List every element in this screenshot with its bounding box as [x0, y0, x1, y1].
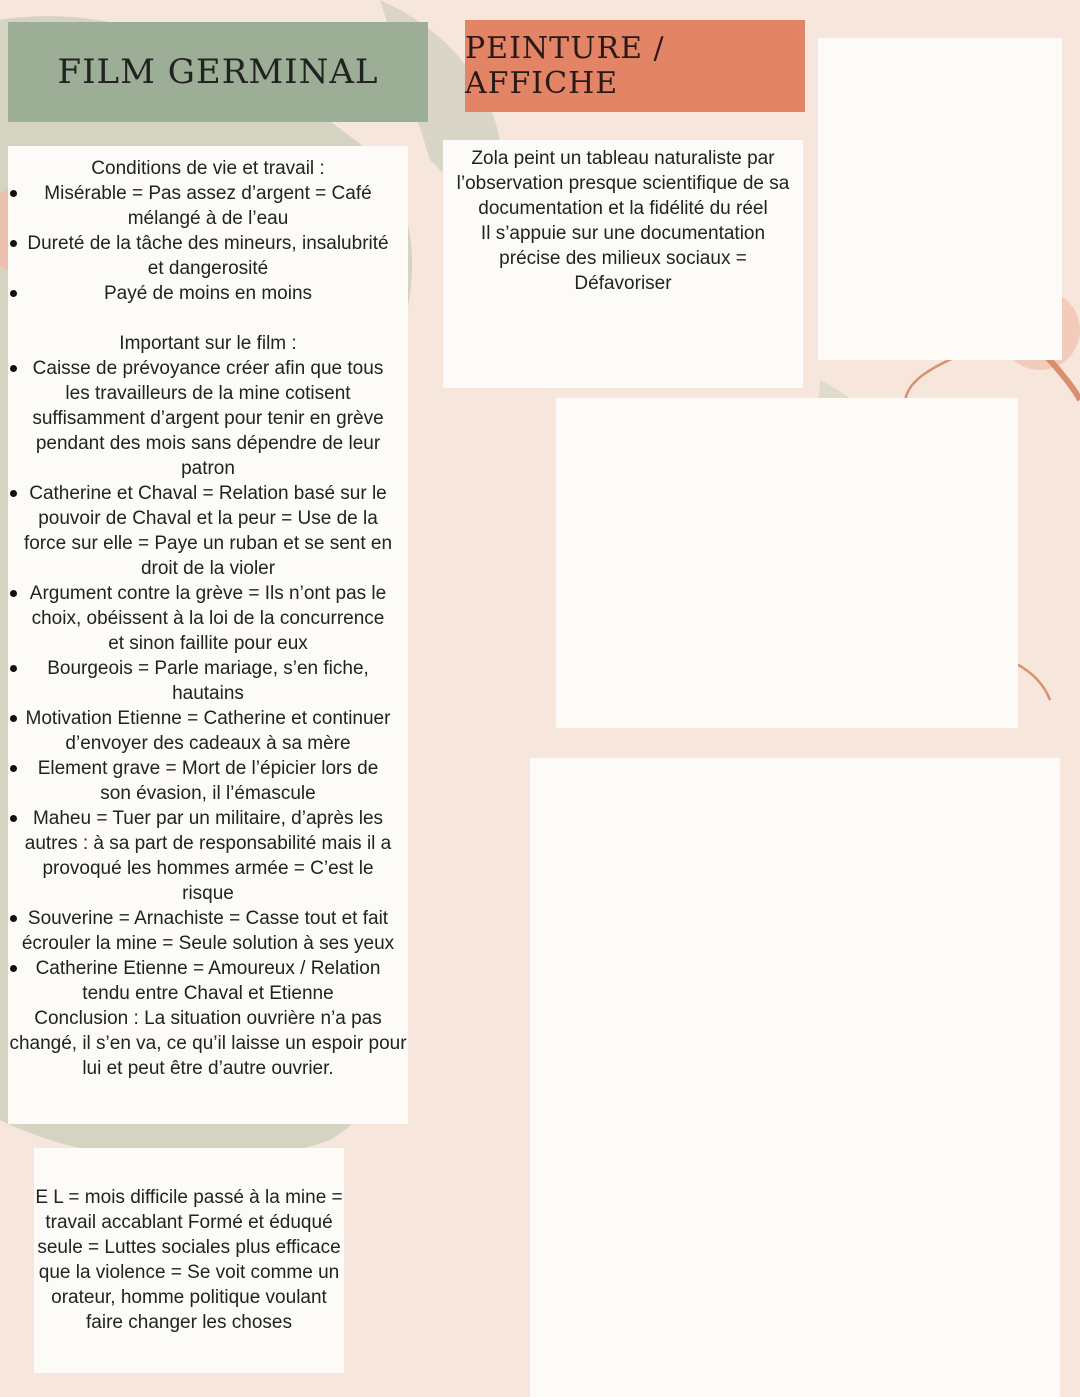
conditions-item: et dangerosité — [147, 258, 269, 279]
important-item: Catherine Etienne = Amoureux / Relation — [8, 956, 408, 981]
important-item: écrouler la mine = Seule solution à ses yeux — [21, 933, 395, 954]
rancune-card — [818, 38, 1062, 360]
etienne-text: E L = mois difficile passé à la mine = — [35, 1187, 343, 1208]
important-item: d’envoyer des cadeaux à sa mère — [65, 733, 351, 754]
film-conclusion: changé, il s’en va, ce qu’il laisse un espoir pour — [9, 1033, 407, 1054]
ecriture-card — [530, 758, 1060, 1397]
zola-text: documentation et la fidélité du réel — [478, 198, 768, 219]
important-item: les travailleurs de la mine cotisent — [65, 383, 351, 404]
important-item: provoqué les hommes armée = C’est le — [42, 858, 374, 879]
important-item: Bourgeois = Parle mariage, s’en fiche, — [8, 656, 408, 681]
important-item: autres : à sa part de responsabilité mais il a — [24, 833, 392, 854]
important-item: Caisse de prévoyance créer afin que tous — [8, 356, 408, 381]
etienne-text: faire changer les choses — [86, 1312, 292, 1333]
zola-text: l’observation presque scientifique de sa — [456, 173, 790, 194]
conditions-item: Dureté de la tâche des mineurs, insalubrité — [8, 231, 408, 256]
important-item: Argument contre la grève = Ils n’ont pas le — [8, 581, 408, 606]
important-item: Catherine et Chaval = Relation basé sur le — [8, 481, 408, 506]
important-item: droit de la violer — [140, 558, 276, 579]
affiche-title: PEINTURE / AFFICHE — [465, 31, 665, 101]
zola-card — [443, 140, 803, 388]
important-item: force sur elle = Paye un ruban et se sent en — [23, 533, 393, 554]
important-heading: Important sur le film : — [119, 333, 297, 354]
film-title-banner — [8, 22, 428, 122]
peinture-card — [556, 398, 1018, 728]
important-item: choix, obéissent à la loi de la concurrence — [31, 608, 385, 629]
important-item: pendant des mois sans dépendre de leur — [35, 433, 381, 454]
important-item: patron — [181, 458, 235, 479]
important-item: Motivation Etienne = Catherine et continuer — [8, 706, 408, 731]
film-title: FILM GERMINAL — [57, 52, 379, 92]
conditions-item: Payé de moins en moins — [8, 281, 408, 306]
important-item: hautains — [172, 683, 244, 704]
conditions-item: mélangé à de l’eau — [127, 208, 289, 229]
affiche-title-banner — [465, 20, 805, 112]
important-item: suffisamment d’argent pour tenir en grève — [32, 408, 384, 429]
etienne-text: travail accablant Formé et éduqué — [45, 1212, 333, 1233]
film-conclusion: lui et peut être d’autre ouvrier. — [82, 1058, 334, 1079]
zola-text: précise des milieux sociaux = — [499, 248, 747, 269]
zola-text: Zola peint un tableau naturaliste par — [471, 148, 775, 169]
zola-text: Défavoriser — [574, 273, 672, 294]
conditions-heading: Conditions de vie et travail : — [91, 158, 325, 179]
important-item: son évasion, il l’émascule — [100, 783, 316, 804]
important-item: et sinon faillite pour eux — [108, 633, 308, 654]
important-item: Maheu = Tuer par un militaire, d’après les — [8, 806, 408, 831]
etienne-text: seule = Luttes sociales plus efficace — [37, 1237, 341, 1258]
film-conclusion: Conclusion : La situation ouvrière n’a pas — [34, 1008, 382, 1029]
film-notes-card — [8, 146, 408, 1124]
important-item: Element grave = Mort de l’épicier lors de — [8, 756, 408, 781]
conditions-item: Misérable = Pas assez d’argent = Café — [8, 181, 408, 206]
etienne-text: orateur, homme politique voulant — [51, 1287, 327, 1308]
etienne-card — [34, 1148, 344, 1373]
important-item: pouvoir de Chaval et la peur = Use de la — [38, 508, 378, 529]
important-item: Souverine = Arnachiste = Casse tout et fait — [8, 906, 408, 931]
etienne-text: que la violence = Se voit comme un — [38, 1262, 340, 1283]
important-item: risque — [182, 883, 234, 904]
important-item: tendu entre Chaval et Etienne — [82, 983, 334, 1004]
zola-text: Il s’appuie sur une documentation — [480, 223, 766, 244]
